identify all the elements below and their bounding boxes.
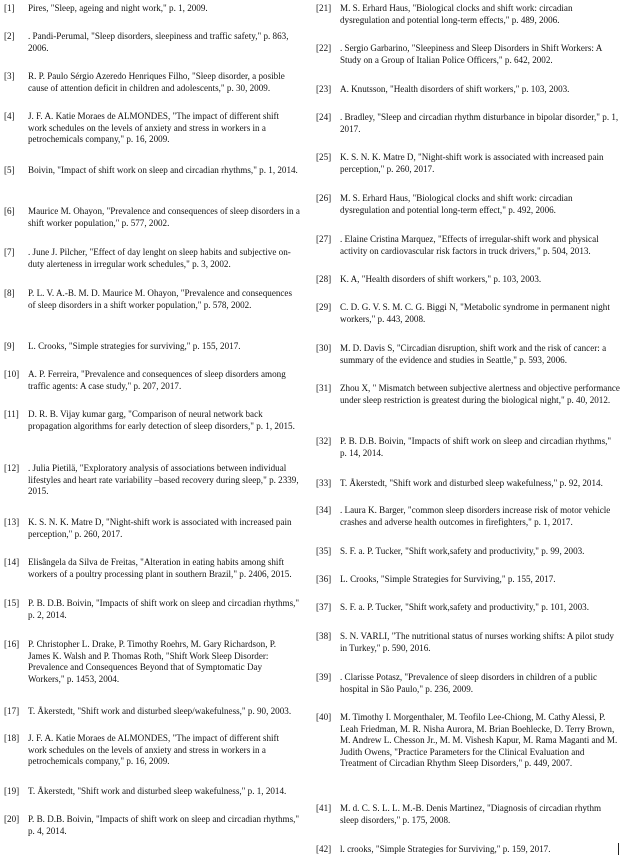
reference-text: T. Åkerstedt, "Shift work and disturbed sleep/wakefulness," p. 90, 2003. [28, 706, 292, 716]
reference-item [316, 343, 620, 366]
reference-item [4, 598, 300, 621]
reference-number: [18] [4, 733, 20, 743]
reference-text: A. Knutsson, "Health disorders of shift workers," p. 103, 2003. [340, 84, 570, 94]
reference-item [4, 3, 300, 15]
reference-item [4, 639, 300, 685]
reference-number: [19] [4, 786, 20, 796]
reference-text: C. D. G. V. S. M. C. G. Biggi N, "Metabolic syndrome in permanent night workers," p. 443, 2008. [340, 302, 610, 324]
reference-item [316, 844, 620, 856]
reference-text: J. F. A. Katie Moraes de ALMONDES, "The impact of different shift work schedules on the levels of anxiety and stress in workers in a petrochemicals company," p. 16, 2009. [28, 733, 280, 767]
reference-text: J. F. A. Katie Moraes de ALMONDES, "The impact of different shift work schedules on the levels of anxiety and stress in workers in a petrochemicals company," p. 16, 2009. [28, 111, 280, 145]
reference-text: S. F. a. P. Tucker, "Shift work,safety and productivity," p. 101, 2003. [340, 602, 589, 612]
reference-number: [26] [316, 193, 332, 203]
reference-text: P. B. D.B. Boivin, "Impacts of shift work on sleep and circadian rhythms," p. 4, 2014. [28, 814, 300, 836]
reference-number: [33] [316, 478, 332, 488]
reference-text: T. Åkerstedt, "Shift work and disturbed sleep wakefulness," p. 1, 2014. [28, 786, 287, 796]
reference-number: [21] [316, 3, 332, 13]
reference-item [316, 193, 620, 216]
reference-item [316, 546, 620, 558]
reference-number: [13] [4, 517, 20, 527]
reference-number: [30] [316, 343, 332, 353]
reference-number: [16] [4, 639, 20, 649]
reference-item [4, 706, 300, 718]
reference-item [316, 803, 620, 826]
reference-item [316, 234, 620, 257]
reference-number: [41] [316, 803, 332, 813]
reference-number: [10] [4, 369, 20, 379]
reference-number: [28] [316, 274, 332, 284]
reference-text: D. R. B. Vijay kumar garg, "Comparison of neural network back propagation algorithms for early detection of sleep disorders," p. 1, 2015. [28, 409, 295, 431]
reference-item [4, 247, 300, 270]
reference-item [316, 112, 620, 135]
reference-text: S. N. VARLI, "The nutritional status of nurses working shifts: A pilot study in Turkey," p. 590, 2016. [340, 631, 614, 653]
reference-number: [24] [316, 112, 332, 122]
reference-item [316, 436, 620, 459]
reference-number: [15] [4, 598, 20, 608]
reference-number: [20] [4, 814, 20, 824]
reference-number: [40] [316, 712, 332, 722]
reference-item [316, 505, 620, 528]
reference-text: M. D. Davis S, "Circadian disruption, shift work and the risk of cancer: a summary of the evidence and studies in Seattle," p. 593, 2006. [340, 343, 607, 365]
reference-item [4, 341, 300, 353]
text-cursor [618, 843, 619, 855]
reference-number: [27] [316, 234, 332, 244]
reference-text: K. S. N. K. Matre D, "Night-shift work is associated with increased pain perception," p. 260, 2017. [28, 517, 292, 539]
reference-text: M. S. Erhard Haus, "Biological clocks and shift work: circadian dysregulation and potential long-term effects," p. 489, 2006. [340, 3, 573, 25]
reference-item [4, 733, 300, 768]
reference-item [4, 517, 300, 540]
reference-item [316, 43, 620, 66]
reference-text: Elisângela da Silva de Freitas, "Alteration in eating habits among shift workers of a poultry processing plant in southern Brazil," p. 2406, 2015. [28, 557, 292, 579]
reference-item [316, 383, 620, 406]
reference-number: [38] [316, 631, 332, 641]
reference-number: [39] [316, 672, 332, 682]
reference-text: K. A, "Health disorders of shift workers," p. 103, 2003. [340, 274, 542, 284]
reference-text: Pires, "Sleep, ageing and night work," p. 1, 2009. [28, 3, 208, 13]
reference-number: [25] [316, 152, 332, 162]
reference-item [4, 31, 300, 54]
reference-number: [31] [316, 383, 332, 393]
reference-number: [17] [4, 706, 20, 716]
reference-text: P. Christopher L. Drake, P. Timothy Roehrs, M. Gary Richardson, P. James K. Walsh and P. Thomas Roth, "Shift Work Sleep Disorder: Prevalence and Consequences Beyond that of Symptomatic Day Workers," p. 1453, 2004. [28, 639, 277, 684]
reference-text: R. P. Paulo Sérgio Azeredo Henriques Filho, "Sleep disorder, a posible cause of attention deficit in children and adolescents," p. 30, 2009. [28, 71, 285, 93]
reference-number: [42] [316, 844, 332, 854]
reference-number: [2] [4, 31, 15, 41]
reference-text: L. Crooks, "Simple strategies for surviving," p. 155, 2017. [28, 341, 241, 351]
reference-number: [7] [4, 247, 15, 257]
reference-text: P. B. D.B. Boivin, "Impacts of shift work on sleep and circadian rhythms," p. 2, 2014. [28, 598, 300, 620]
reference-text: T. Åkerstedt, "Shift work and disturbed sleep wakefulness," p. 92, 2014. [340, 478, 603, 488]
reference-text: M. d. C. S. L. L. M.-B. Denis Martinez, "Diagnosis of circadian rhythm sleep disorders," p. 175, 2008. [340, 803, 602, 825]
reference-item [4, 288, 300, 311]
reference-item [4, 111, 300, 146]
reference-text: K. S. N. K. Matre D, "Night-shift work is associated with increased pain perception," p. 260, 2017. [340, 152, 604, 174]
reference-number: [11] [4, 409, 19, 419]
reference-number: [5] [4, 165, 15, 175]
reference-item [316, 712, 620, 770]
reference-text: . Bradley, "Sleep and circadian rhythm disturbance in bipolar disorder," p. 1, 2017. [340, 112, 619, 134]
reference-item [316, 631, 620, 654]
reference-item [316, 478, 620, 490]
reference-number: [37] [316, 602, 332, 612]
reference-number: [4] [4, 111, 15, 121]
reference-text: . Clarisse Potasz, "Prevalence of sleep disorders in children of a public hospital in São Paulo," p. 236, 2009. [340, 672, 598, 694]
reference-item [4, 814, 300, 837]
reference-text: L. Crooks, "Simple Strategies for Surviving," p. 155, 2017. [340, 574, 556, 584]
reference-text: M. Timothy I. Morgenthaler, M. Teofilo Lee-Chiong, M. Cathy Alessi, P. Leah Friedman, M. R. Nisha Aurora, M. Brian Boehlecke, D. Terry Brown, M. Andrew L. Chesson Jr., M. M. Vishesh Kapur, M. Rama Maganti and M. Judith Owens, "Practice Parameters for the Clinical Evaluation and Treatment of Circadian Rhythm Sleep Disorders," p. 449, 2007. [340, 712, 618, 769]
reference-number: [6] [4, 206, 15, 216]
reference-number: [36] [316, 574, 332, 584]
reference-item [316, 152, 620, 175]
reference-text: S. F. a. P. Tucker, "Shift work,safety and productivity," p. 99, 2003. [340, 546, 585, 556]
reference-item [316, 574, 620, 586]
reference-item [316, 672, 620, 695]
reference-item [4, 786, 300, 798]
reference-item [4, 165, 300, 177]
reference-item [316, 274, 620, 286]
reference-number: [14] [4, 557, 20, 567]
reference-number: [22] [316, 43, 332, 53]
reference-text: P. L. V. A.-B. M. D. Maurice M. Ohayon, "Prevalence and consequences of sleep disorders in a shift worker population," p. 578, 2002. [28, 288, 293, 310]
reference-text: M. S. Erhard Haus, "Biological clocks and shift work: circadian dysregulation and potential long-term effect," p. 492, 2006. [340, 193, 573, 215]
reference-text: Boivin, "Impact of shift work on sleep and circadian rhythms," p. 1, 2014. [28, 165, 298, 175]
reference-text: Zhou X, " Mismatch between subjective alertness and objective performance under sleep restriction is greatest during the biological night," p. 40, 2012. [340, 383, 620, 405]
reference-item [4, 71, 300, 94]
reference-number: [12] [4, 463, 20, 473]
reference-number: [34] [316, 505, 332, 515]
reference-text: P. B. D.B. Boivin, "Impacts of shift work on sleep and circadian rhythms," p. 14, 2014. [340, 436, 612, 458]
reference-text: . Elaine Cristina Marquez, "Effects of irregular-shift work and physical activity on cardiovascular risk factors in truck drivers," p. 504, 2013. [340, 234, 599, 256]
reference-number: [1] [4, 3, 15, 13]
reference-text: . Julia Pietilä, "Exploratory analysis of associations between individual lifestyles and heart rate variability –based recovery during sleep," p. 2339, 2015. [28, 463, 299, 497]
reference-text: . Laura K. Barger, "common sleep disorders increase risk of motor vehicle crashes and adverse health outcomes in firefighters," p. 1, 2017. [340, 505, 611, 527]
reference-number: [8] [4, 288, 15, 298]
reference-number: [29] [316, 302, 332, 312]
reference-item [4, 369, 300, 392]
reference-number: [35] [316, 546, 332, 556]
reference-item [4, 557, 300, 580]
reference-text: . Pandi-Perumal, "Sleep disorders, sleepiness and traffic safety," p. 863, 2006. [28, 31, 289, 53]
reference-text: l. crooks, "Simple Strategies for Surviving," p. 159, 2017. [340, 844, 551, 854]
reference-item [4, 409, 300, 432]
reference-number: [3] [4, 71, 15, 81]
reference-number: [32] [316, 436, 332, 446]
reference-item [4, 206, 300, 229]
reference-text: . Sergio Garbarino, "Sleepiness and Sleep Disorders in Shift Workers: A Study on a Group of Italian Police Officers," p. 642, 2002. [340, 43, 602, 65]
reference-text: A. P. Ferreira, "Prevalence and consequences of sleep disorders among traffic agents: A case study," p. 207, 2017. [28, 369, 286, 391]
reference-item [316, 602, 620, 614]
reference-number: [23] [316, 84, 332, 94]
reference-item [316, 3, 620, 26]
reference-text: . June J. Pilcher, "Effect of day lenght on sleep habits and subjective on-duty alerteness in irregular work schedules," p. 3, 2002. [28, 247, 291, 269]
reference-item [316, 84, 620, 96]
reference-item [316, 302, 620, 325]
reference-text: Maurice M. Ohayon, "Prevalence and consequences of sleep disorders in a shift worker population," p. 577, 2002. [28, 206, 300, 228]
reference-number: [9] [4, 341, 15, 351]
reference-item [4, 463, 300, 498]
